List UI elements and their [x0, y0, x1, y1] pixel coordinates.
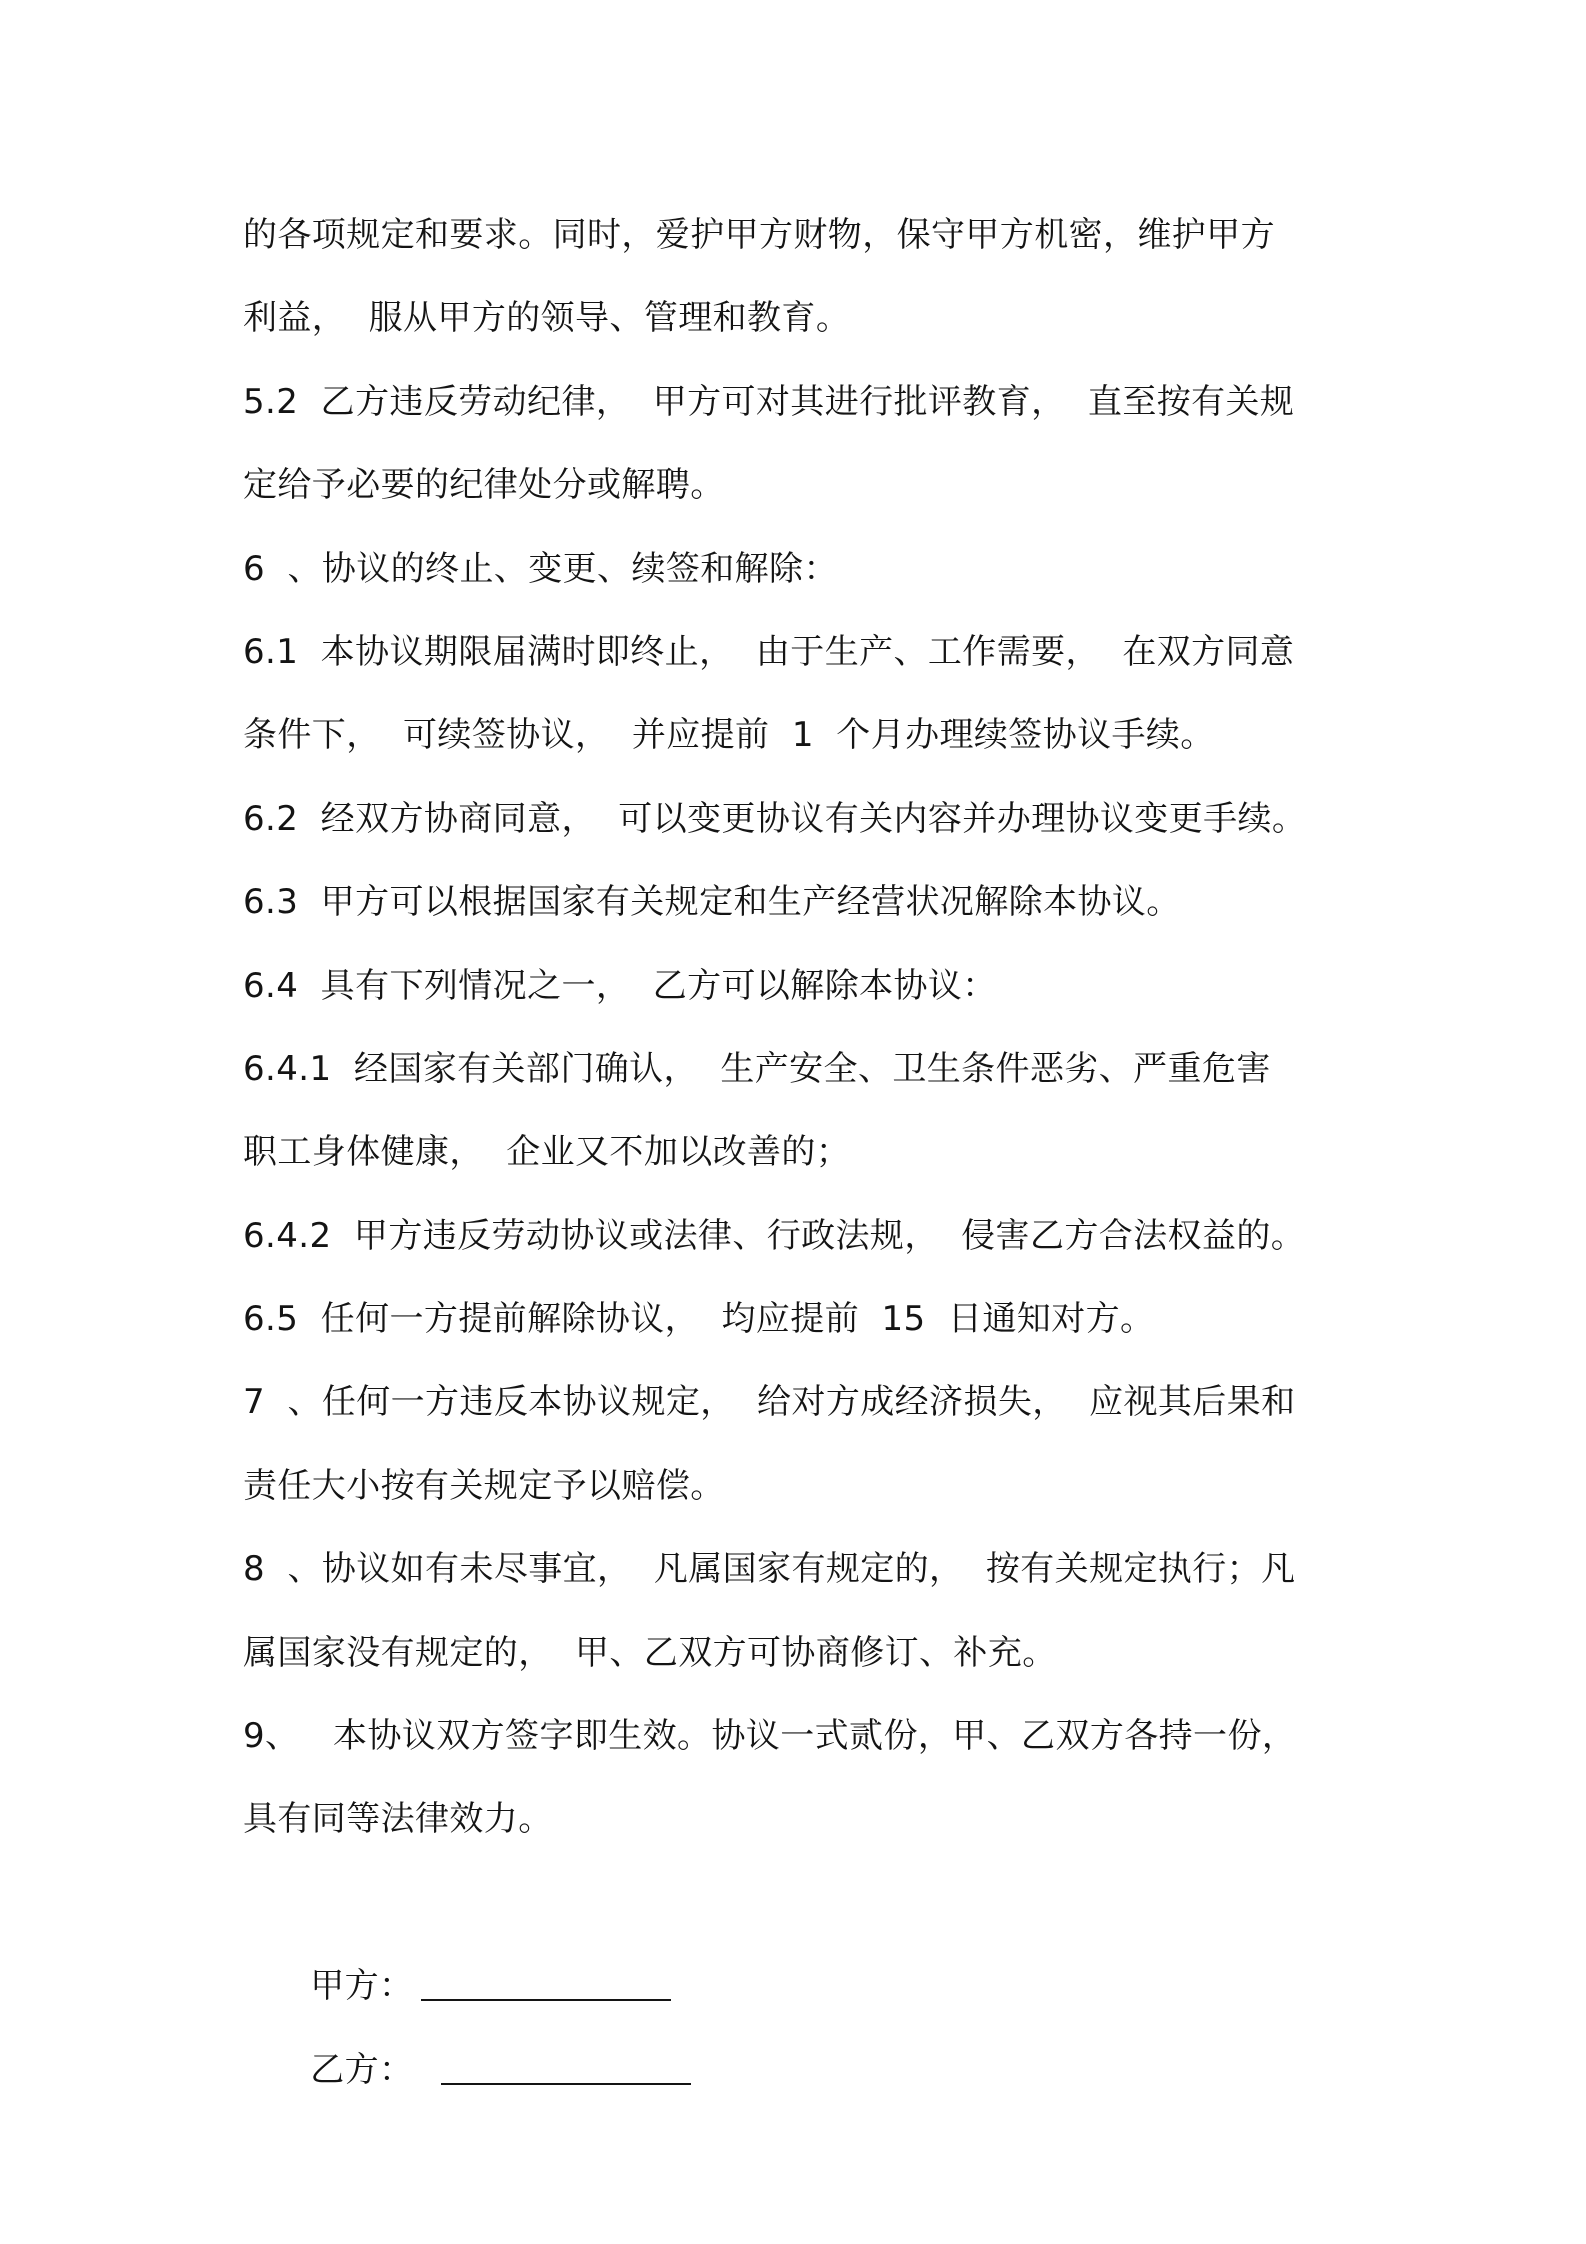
- contract-line: 条件下， 可续签协议， 并应提前 1 个月办理续签协议手续。: [243, 715, 1215, 756]
- contract-line: 8 、协议如有未尽事宜， 凡属国家有规定的， 按有关规定执行；凡: [243, 1549, 1296, 1590]
- contract-line: 6.4 具有下列情况之一， 乙方可以解除本协议：: [243, 965, 997, 1006]
- contract-line: 9、 本协议双方签字即生效。协议一式贰份，甲、乙双方各持一份，: [243, 1716, 1297, 1757]
- signature-party-a: [243, 1862, 1373, 2007]
- contract-line: 定给予必要的纪律处分或解聘。: [243, 465, 725, 506]
- contract-line: 7 、任何一方违反本协议规定， 给对方成经济损失， 应视其后果和: [243, 1382, 1296, 1423]
- contract-line: 6 、协议的终止、变更、续签和解除：: [243, 548, 838, 589]
- contract-line: 5.2 乙方违反劳动纪律， 甲方可对其进行批评教育， 直至按有关规: [243, 381, 1295, 422]
- contract-line: 6.1 本协议期限届满时即终止， 由于生产、工作需要， 在双方同意: [243, 631, 1295, 672]
- contract-line: 6.2 经双方协商同意， 可以变更协议有关内容并办理协议变更手续。: [243, 798, 1307, 839]
- contract-line: 的各项规定和要求。同时，爱护甲方财物，保守甲方机密，维护甲方: [243, 215, 1275, 255]
- party-b-signature-line: [441, 2083, 691, 2085]
- contract-line: 6.5 任何一方提前解除协议， 均应提前 15 日通知对方。: [243, 1299, 1155, 1340]
- contract-line: 6.4.1 经国家有关部门确认， 生产安全、卫生条件恶劣、严重危害: [243, 1048, 1271, 1089]
- contract-line: 职工身体健康， 企业又不加以改善的；: [243, 1132, 851, 1173]
- contract-line: 6.4.2 甲方违反劳动协议或法律、行政法规， 侵害乙方合法权益的。: [243, 1215, 1306, 1256]
- party-a-label: 甲方：: [310, 1966, 414, 2007]
- contract-body: [243, 194, 1373, 2090]
- contract-line: 具有同等法律效力。: [243, 1799, 553, 1840]
- contract-line: 6.3 甲方可以根据国家有关规定和生产经营状况解除本协议。: [243, 882, 1181, 923]
- party-b-label: 乙方：: [310, 2049, 414, 2090]
- contract-line: 属国家没有规定的， 甲、乙双方可协商修订、补充。: [243, 1632, 1057, 1673]
- party-a-signature-line: [421, 1999, 671, 2001]
- contract-line: 责任大小按有关规定予以赔偿。: [243, 1465, 725, 1506]
- contract-line: 利益， 服从甲方的领导、管理和教育。: [243, 298, 851, 339]
